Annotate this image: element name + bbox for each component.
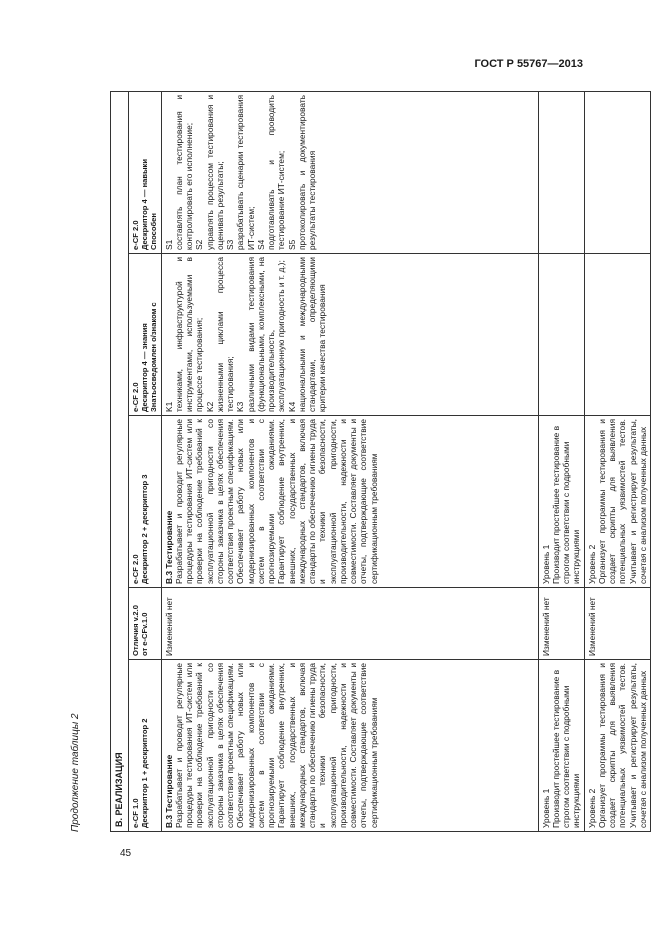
cell-empty xyxy=(584,91,651,253)
skill-text: составлять план тестирования и контролировать его исполнение; xyxy=(173,94,195,250)
knowledge-text: национальными и международными стандартами, определяющими критерии качества тестирования xyxy=(296,257,328,412)
column-header-2: Отличия v.2.0 от e-CFv.1.0 xyxy=(128,588,161,660)
knowledge-ref: K4 xyxy=(286,401,297,412)
skill-ref: S2 xyxy=(194,239,205,250)
cell-diff xyxy=(538,588,584,660)
table-row xyxy=(538,91,584,831)
cell-ecf1-testing xyxy=(161,660,538,832)
cell-title: В.3 Тестирование xyxy=(163,754,174,828)
knowledge-ref: K2 xyxy=(204,401,215,412)
cell-ecf2-level1 xyxy=(538,416,584,588)
rotated-table-area xyxy=(70,92,648,832)
skill-ref: S4 xyxy=(255,239,266,250)
cell-text: Организует программы тестирования и создает скрипты для выявления потенциальных уязвимостей тестов. Учитывает и регистрирует результаты, сочетая с анализом полученных данных xyxy=(596,663,648,828)
cell-empty xyxy=(538,91,584,253)
cell-ecf1-level1 xyxy=(538,660,584,832)
cell-diff xyxy=(584,588,651,660)
knowledge-text: различными видами тестирования (функциональными, комплексными, на производительность, эксплуатационную пригодность и т. д.); xyxy=(245,257,287,412)
cell-text: Изменений нет xyxy=(163,597,174,656)
knowledge-text: жизненными циклами процесса тестирования; xyxy=(214,257,236,412)
skill-text: разрабатывать сценарии тестирования ИТ-систем; xyxy=(235,94,256,250)
standard-header: ГОСТ Р 55767—2013 xyxy=(474,58,583,70)
cell-title: Уровень 1 xyxy=(540,788,551,828)
cell-empty xyxy=(538,254,584,416)
skill-ref: S1 xyxy=(163,239,174,250)
column-header-3: e-CF 2.0 Дескриптор 2 + дескриптор 3 xyxy=(128,416,161,588)
cell-title: В.3 Тестирование xyxy=(163,510,174,584)
table-caption: Продолжение таблицы 2 xyxy=(70,713,81,832)
skill-ref: S5 xyxy=(286,239,297,250)
skill-text: управлять процессом тестирования и оценивать результаты; xyxy=(204,94,225,250)
header-row xyxy=(128,91,161,831)
cell-ecf2-testing xyxy=(161,416,538,588)
cell-diff xyxy=(161,588,538,660)
skill-text: протоколировать и документировать результаты тестирования xyxy=(296,94,318,250)
knowledge-ref: K1 xyxy=(163,401,174,412)
cell-text: Производит простейшее тестирование в строгом соответствии с подробными инструкциями xyxy=(550,669,582,828)
cell-title: Уровень 1 xyxy=(540,544,551,584)
cell-text: Организует программы тестирования и создает скрипты для выявления потенциальных уязвимостей тестов. Учитывает и регистрирует результаты, сочетая с анализом полученных данных xyxy=(596,419,648,584)
column-header-1: e-CF 1.0 Дескриптор 1 + дескриптор 2 xyxy=(128,660,161,832)
table-row xyxy=(161,91,538,831)
table-row xyxy=(584,91,651,831)
cell-empty xyxy=(584,254,651,416)
cell-text: Производит простейшее тестирование в строгом соответствии с подробными инструкциями xyxy=(550,425,582,584)
knowledge-text: техниками, инфраструктурой и инструментами, используемыми в процессе тестирования; xyxy=(173,257,205,412)
cell-title: Уровень 2 xyxy=(586,788,597,828)
cell-ecf2-level2 xyxy=(584,416,651,588)
column-header-4: e-CF 2.0 Дескриптор 4 — знания Знатьосведомлен о/знаком с xyxy=(128,254,161,416)
cell-skills xyxy=(161,91,538,253)
cell-ecf1-level2 xyxy=(584,660,651,832)
section-title: В. РЕАЛИЗАЦИЯ xyxy=(111,91,129,831)
skill-ref: S3 xyxy=(225,239,236,250)
cell-text: Изменений нет xyxy=(540,597,551,656)
cell-text: Разрабатывает и проводит регулярные процедуры тестирования ИТ-систем или проверки на соблюдение требований к эксплуатационной пригодности со стороны заказчика в целях обеспечения соответствия проектным спецификациям. Обеспечивает работу новых или модернизированных компонентов и систем в соответствии с прогнозируемыми ожиданиями. Гарантирует соблюдение внутренних, внешних, государственных и международных стандартов, включая стандарты по обеспечению гигиены труда и техники безопасности, эксплуатационной пригодности, производительности, надежности и совместимости. Составляет документы и отчеты, подтверждающие соответствие сертификационным требованиям xyxy=(173,419,379,584)
rotated-content xyxy=(70,92,648,832)
column-header-5: e-CF 2.0 Дескриптор 4 — навыки Способен xyxy=(128,91,161,253)
competence-table xyxy=(110,91,651,832)
cell-text: Разрабатывает и проводит регулярные процедуры тестирования ИТ-систем или проверки на соблюдение требований к эксплуатационной пригодности со стороны заказчика в целях обеспечения соответствия проектным спецификациям. Обеспечивает работу новых или модернизированных компонентов и систем в соответствии с прогнозируемыми ожиданиями. Гарантирует соблюдение внутренних, внешних, государственных и международных стандартов, включая стандарты по обеспечению гигиены труда и техники безопасности, эксплуатационной пригодности, производительности, надежности и совместимости. Составляет документы и отчеты, подтверждающие соответствие сертификационным требованиям xyxy=(173,663,379,828)
page-number: 45 xyxy=(120,848,132,859)
cell-text: Изменений нет xyxy=(586,597,597,656)
skill-text: подготавливать и проводить тестирование ИТ-систем; xyxy=(266,94,287,250)
knowledge-ref: K3 xyxy=(235,401,246,412)
cell-title: Уровень 2 xyxy=(586,544,597,584)
cell-knowledge xyxy=(161,254,538,416)
